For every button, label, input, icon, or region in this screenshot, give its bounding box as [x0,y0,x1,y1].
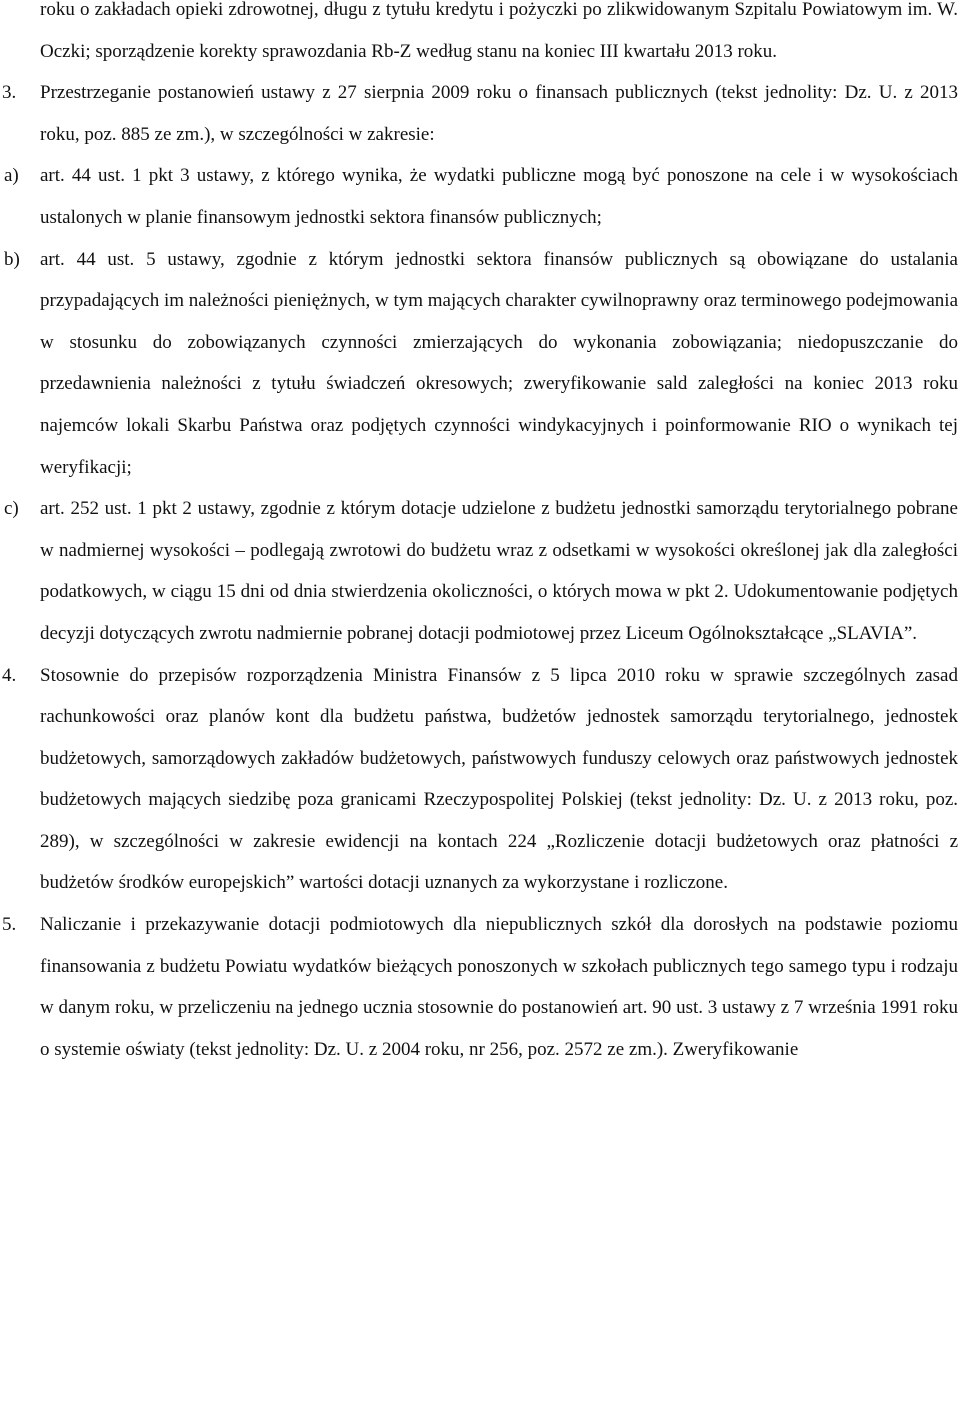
paragraph-text: art. 252 ust. 1 pkt 2 ustawy, zgodnie z którym dotacje udzielone z budżetu jednostki samorządu terytorialnego pobrane w nadmiernej wysokości – podlegają zwrotowi do budżetu wraz z odsetkami w wysokości określonej jak dla zaległości podatkowych, w ciągu 15 dni od dnia stwierdzenia okoliczności, o których mowa w pkt 2. Udokumentowanie podjętych decyzji dotyczących zwrotu nadmiernie pobranej dotacji podmiotowej przez Liceum Ogólnokształcące „SLAVIA”. [40,498,958,644]
item-marker: 5. [2,914,17,936]
paragraph-text: Przestrzeganie postanowień ustawy z 27 sierpnia 2009 roku o finansach publicznych (tekst jednolity: Dz. U. z 2013 roku, poz. 885 ze zm.), w szczególności w zakresie: [40,82,958,145]
list-item-a [0,155,958,238]
list-item-4 [0,655,958,905]
paragraph-text: roku o zakładach opieki zdrowotnej, długu z tytułu kredytu i pożyczki po zlikwidowanym Szpitalu Powiatowym im. W. Oczki; sporządzenie korekty sprawozdania Rb-Z według stanu na koniec III kwartału 2013 roku. [40,0,958,62]
item-marker: b) [4,248,20,270]
item-marker: c) [4,498,19,520]
paragraph-text: art. 44 ust. 5 ustawy, zgodnie z którym jednostki sektora finansów publicznych są obowiązane do ustalania przypadających im należności pieniężnych, w tym mających charakter cywilnoprawny oraz terminowego podejmowania w stosunku do zobowiązanych czynności zmierzających do wykonania zobowiązania; niedopuszczanie do przedawnienia należności z tytułu świadczeń okresowych; zweryfikowanie sald zaległości na koniec 2013 roku najemców lokali Skarbu Państwa oraz podjętych czynności windykacyjnych i poinformowanie RIO o wynikach tej weryfikacji; [40,248,958,478]
list-item-5 [0,904,958,1070]
item-marker: 4. [2,664,17,686]
paragraph-text: art. 44 ust. 1 pkt 3 ustawy, z którego wynika, że wydatki publiczne mogą być ponoszone na cele i w wysokościach ustalonych w planie finansowym jednostki sektora finansów publicznych; [40,165,958,228]
list-item-c [0,488,958,654]
item-marker: a) [4,165,19,187]
item-marker: 3. [2,82,17,104]
list-item-3 [0,72,958,155]
paragraph-text: Naliczanie i przekazywanie dotacji podmiotowych dla niepublicznych szkół dla dorosłych na podstawie poziomu finansowania z budżetu Powiatu wydatków bieżących ponoszonych w szkołach publicznych tego samego typu i rodzaju w danym roku, w przeliczeniu na jednego ucznia stosownie do postanowień art. 90 ust. 3 ustawy z 7 września 1991 roku o systemie oświaty (tekst jednolity: Dz. U. z 2004 roku, nr 256, poz. 2572 ze zm.). Zweryfikowanie [40,914,958,1060]
paragraph-text: Stosownie do przepisów rozporządzenia Ministra Finansów z 5 lipca 2010 roku w sprawie szczególnych zasad rachunkowości oraz planów kont dla budżetu państwa, budżetów jednostek samorządu terytorialnego, jednostek budżetowych, samorządowych zakładów budżetowych, państwowych funduszy celowych oraz państwowych jednostek budżetowych mających siedzibę poza granicami Rzeczypospolitej Polskiej (tekst jednolity: Dz. U. z 2013 roku, poz. 289), w szczególności w zakresie ewidencji na kontach 224 „Rozliczenie dotacji budżetowych oraz płatności z budżetów środków europejskich” wartości dotacji uznanych za wykorzystane i rozliczone. [40,664,958,894]
list-item-b [0,239,958,489]
paragraph-continuation [0,0,958,72]
